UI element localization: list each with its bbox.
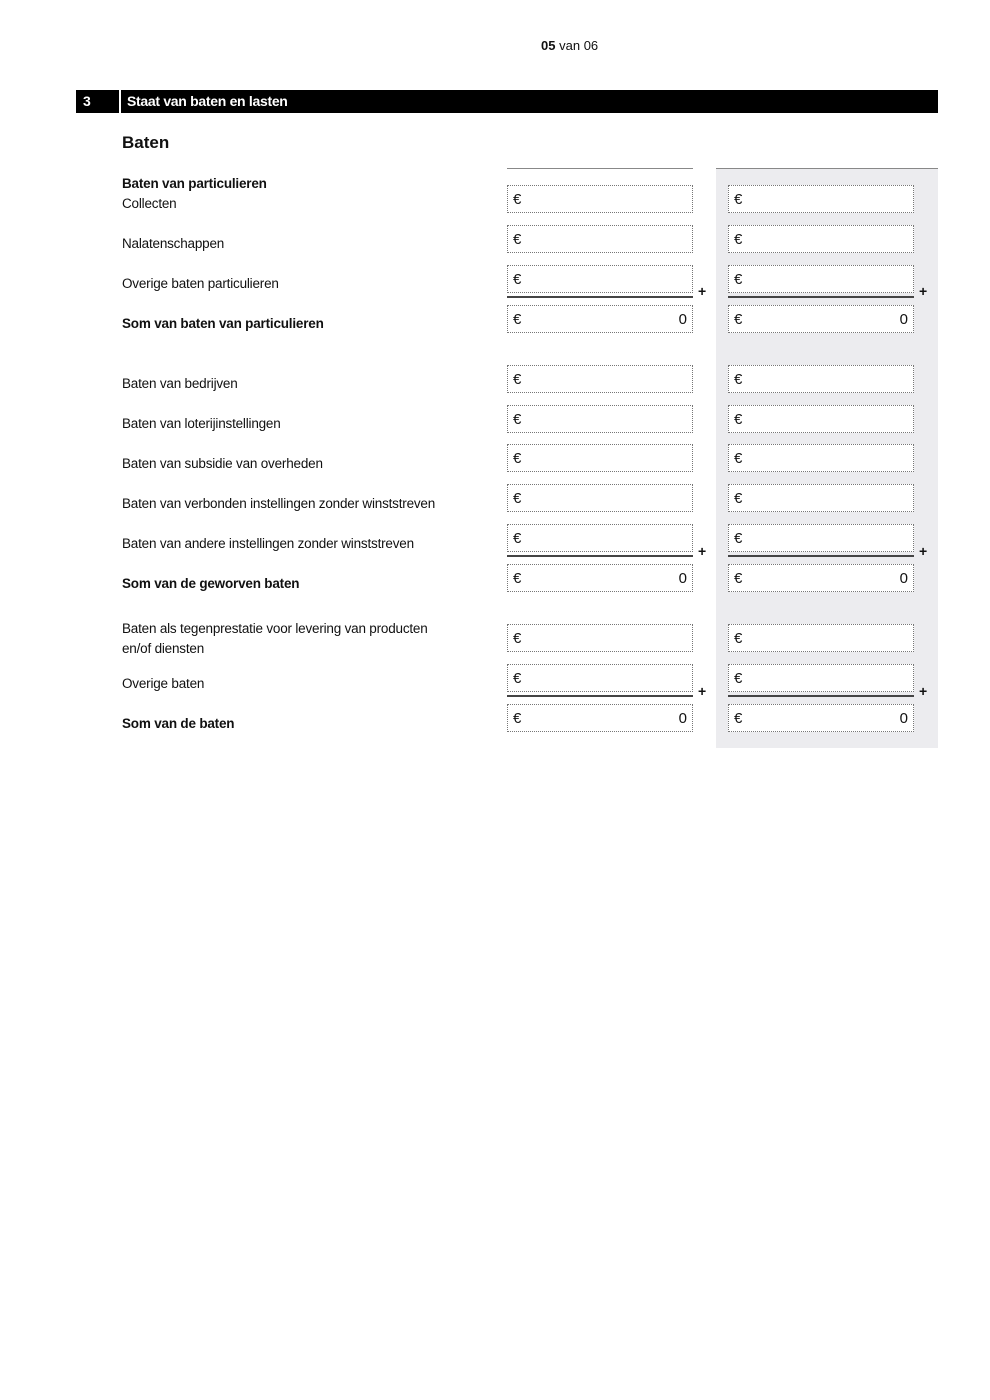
row-label-collecten: Collecten [122,196,177,211]
currency-symbol: € [734,271,743,288]
sum-value: 0 [678,710,687,727]
section-number: 3 [76,90,119,113]
sum-label-baten: Som van de baten [122,716,235,731]
input-overige-particulieren-b[interactable] [728,265,914,293]
currency-symbol: € [513,530,522,547]
row-label-nalatenschappen: Nalatenschappen [122,236,225,251]
sum-value: 0 [678,311,687,328]
currency-symbol: € [734,371,743,388]
currency-symbol: € [734,570,743,587]
currency-symbol: € [513,371,522,388]
input-andere-a[interactable] [507,524,693,552]
row-label-overige-particulieren: Overige baten particulieren [122,276,279,291]
row-label-andere: Baten van andere instellingen zonder winststreven [122,536,414,551]
sum-value: 0 [899,570,908,587]
plus-sign: + [919,543,928,559]
currency-symbol: € [513,450,522,467]
currency-symbol: € [513,570,522,587]
sum-particulieren-b [728,305,914,333]
input-overige-baten-a[interactable] [507,664,693,692]
section-title: Staat van baten en lasten [121,90,938,113]
row-label-loterij: Baten van loterijinstellingen [122,416,281,431]
input-verbonden-b[interactable] [728,484,914,512]
currency-symbol: € [513,411,522,428]
currency-symbol: € [513,191,522,208]
row-label-tegenprestatie: Baten als tegenprestatie voor levering van producten en/of diensten [122,621,428,656]
input-tegenprestatie-a[interactable] [507,624,693,652]
currency-symbol: € [734,191,743,208]
plus-sign: + [698,283,707,299]
row-label-overige-baten: Overige baten [122,676,205,691]
sum-baten-b [728,704,914,732]
currency-symbol: € [734,450,743,467]
currency-symbol: € [734,670,743,687]
currency-symbol: € [513,271,522,288]
sum-value: 0 [899,710,908,727]
input-andere-b[interactable] [728,524,914,552]
input-tegenprestatie-b[interactable] [728,624,914,652]
input-collecten-a[interactable] [507,185,693,213]
input-overige-particulieren-a[interactable] [507,265,693,293]
row-label-subsidie: Baten van subsidie van overheden [122,456,323,471]
currency-symbol: € [734,490,743,507]
page-current: 05 [541,38,556,53]
column-b-header-line [716,168,938,169]
sum-line [728,296,914,298]
row-label-bedrijven: Baten van bedrijven [122,376,238,391]
input-verbonden-a[interactable] [507,484,693,512]
currency-symbol: € [513,231,522,248]
sum-line [507,555,693,557]
currency-symbol: € [734,530,743,547]
input-subsidie-a[interactable] [507,444,693,472]
currency-symbol: € [513,490,522,507]
sum-value: 0 [899,311,908,328]
page-title: Baten [122,133,170,152]
currency-symbol: € [513,710,522,727]
input-bedrijven-a[interactable] [507,365,693,393]
sum-geworven-a [507,564,693,592]
plus-sign: + [698,683,707,699]
currency-symbol: € [734,630,743,647]
input-bedrijven-b[interactable] [728,365,914,393]
sum-line [507,695,693,697]
plus-sign: + [919,683,928,699]
currency-symbol: € [734,311,743,328]
currency-symbol: € [734,710,743,727]
input-loterij-a[interactable] [507,405,693,433]
input-loterij-b[interactable] [728,405,914,433]
currency-symbol: € [513,630,522,647]
input-subsidie-b[interactable] [728,444,914,472]
plus-sign: + [919,283,928,299]
section-header [76,90,938,113]
input-nalatenschappen-a[interactable] [507,225,693,253]
input-nalatenschappen-b[interactable] [728,225,914,253]
sum-value: 0 [678,570,687,587]
sum-label-particulieren: Som van baten van particulieren [122,316,324,331]
sum-line [728,695,914,697]
sum-geworven-b [728,564,914,592]
currency-symbol: € [734,411,743,428]
input-collecten-b[interactable] [728,185,914,213]
page-of-label: van [559,38,581,53]
column-a-header-line [507,168,693,169]
currency-symbol: € [734,231,743,248]
row-label-verbonden: Baten van verbonden instellingen zonder winststreven [122,496,436,511]
group-label-particulieren: Baten van particulieren [122,176,267,191]
sum-baten-a [507,704,693,732]
sum-line [728,555,914,557]
sum-label-geworven: Som van de geworven baten [122,576,300,591]
input-overige-baten-b[interactable] [728,664,914,692]
plus-sign: + [698,543,707,559]
currency-symbol: € [513,311,522,328]
page-total: 06 [583,38,599,53]
sum-line [507,296,693,298]
sum-particulieren-a [507,305,693,333]
currency-symbol: € [513,670,522,687]
